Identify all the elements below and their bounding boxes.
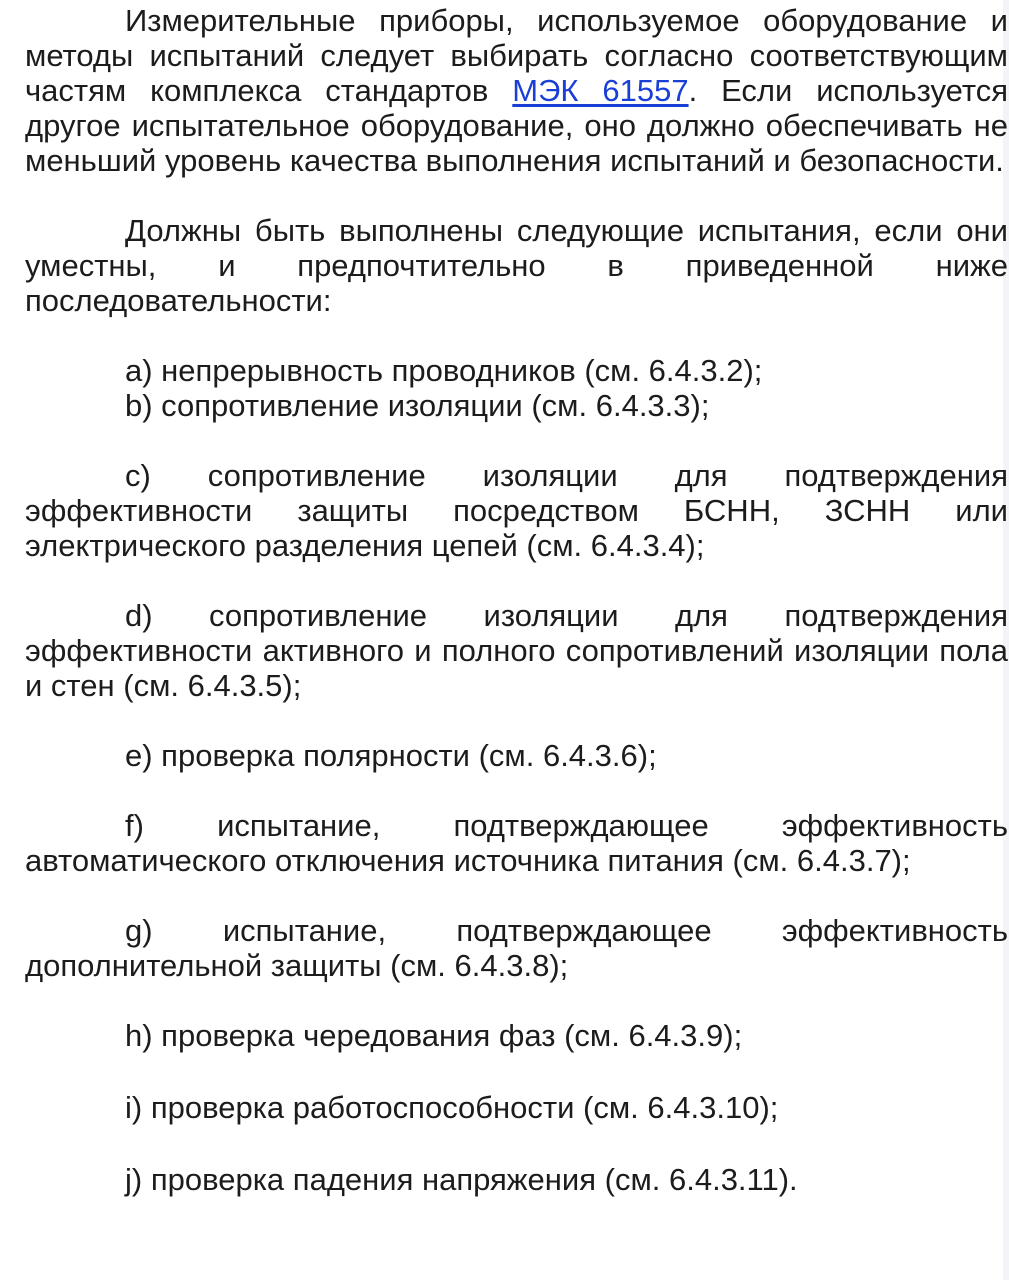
spacer [25, 1053, 1008, 1090]
spacer [25, 178, 1008, 213]
intro-text-after-link: . Если используется другое испытательное оборудование, оно должно обеспечивать не меньший уровень качества выполнения испытаний и безопасности. [25, 73, 1009, 178]
intro-text-before-link: Измерительные приборы, используемое оборудование и методы испытаний следует выбирать согласно соответствующим частям комплекса стандартов [25, 3, 1008, 108]
document-body [25, 3, 1008, 1197]
spacer [25, 563, 1008, 598]
list-item-b: b) сопротивление изоляции (см. 6.4.3.3); [125, 388, 710, 423]
spacer [25, 983, 1008, 1018]
spacer [25, 318, 1008, 353]
standard-link[interactable]: МЭК 61557 [512, 73, 689, 108]
list-item-f: f) испытание, подтверждающее эффективность автоматического отключения источника питания (см. 6.4.3.7); [25, 808, 1008, 878]
spacer [25, 773, 1008, 808]
spacer [25, 1125, 1008, 1162]
list-item-e: e) проверка полярности (см. 6.4.3.6); [125, 738, 657, 773]
list-item-h: h) проверка чередования фаз (см. 6.4.3.9); [125, 1018, 743, 1053]
spacer [25, 703, 1008, 738]
list-item-c: c) сопротивление изоляции для подтверждения эффективности защиты посредством БСНН, ЗСНН или электрического разделения цепей (см. 6.4.3.4); [25, 458, 1008, 563]
intro-paragraph [25, 3, 1008, 178]
list-item-d: d) сопротивление изоляции для подтверждения эффективности активного и полного сопротивлений изоляции пола и стен (см. 6.4.3.5); [25, 598, 1008, 703]
list-item-g: g) испытание, подтверждающее эффективность дополнительной защиты (см. 6.4.3.8); [25, 913, 1008, 983]
list-item-j: j) проверка падения напряжения (см. 6.4.3.11). [125, 1162, 798, 1197]
spacer [25, 423, 1008, 458]
spacer [25, 878, 1008, 913]
list-item-i: i) проверка работоспособности (см. 6.4.3.10); [125, 1090, 779, 1125]
list-intro-paragraph: Должны быть выполнены следующие испытания, если они уместны, и предпочтительно в приведенной ниже последовательности: [25, 213, 1008, 318]
list-item-a: a) непрерывность проводников (см. 6.4.3.2); [125, 353, 763, 388]
